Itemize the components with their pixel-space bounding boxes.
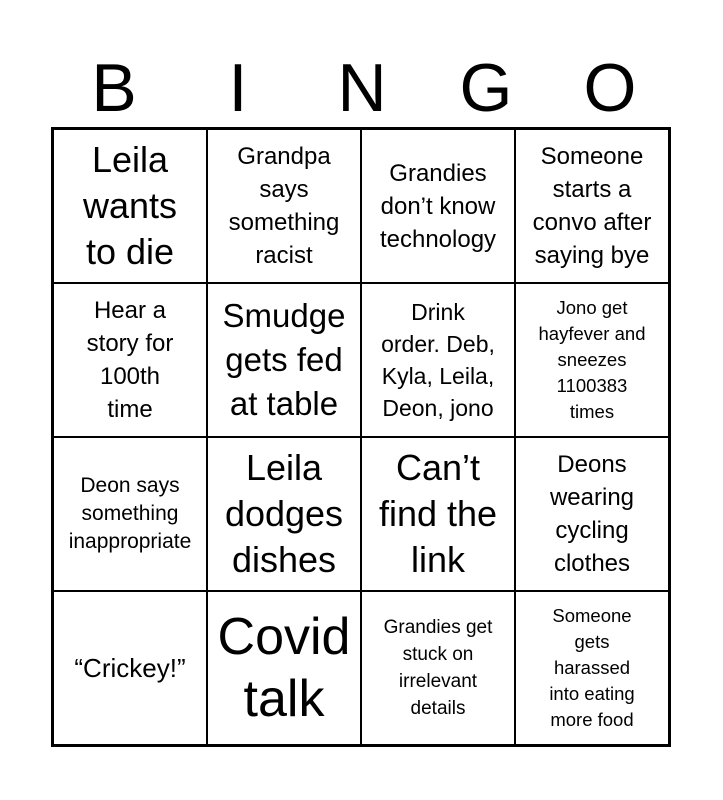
bingo-cell-text: Someone starts a convo after saying bye bbox=[532, 143, 652, 269]
bingo-grid bbox=[51, 127, 671, 747]
bingo-cell-text: Grandies get stuck on irrelevant details bbox=[383, 617, 493, 719]
bingo-cell-text: Can’t find the link bbox=[378, 447, 498, 580]
bingo-cell-5[interactable] bbox=[53, 283, 207, 437]
bingo-title bbox=[52, 50, 672, 126]
bingo-cell-text: Grandpa says something racist bbox=[228, 143, 340, 269]
bingo-cell-text: Smudge gets fed at table bbox=[222, 297, 346, 422]
title-letter-g: G bbox=[459, 50, 513, 126]
title-letter-n: N bbox=[337, 50, 387, 126]
bingo-cell-10[interactable] bbox=[207, 437, 361, 591]
bingo-cell-text: Deon says something inappropriate bbox=[68, 474, 192, 553]
bingo-cell-6[interactable] bbox=[207, 283, 361, 437]
bingo-cell-text: Leila dodges dishes bbox=[224, 447, 344, 580]
bingo-cell-text: Someone gets harassed into eating more food bbox=[549, 605, 635, 730]
bingo-cell-text: Hear a story for 100th time bbox=[86, 297, 174, 423]
bingo-cell-text: Leila wants to die bbox=[82, 139, 178, 272]
bingo-cell-text: “Crickey!” bbox=[74, 653, 186, 683]
title-letter-o: O bbox=[583, 50, 637, 126]
bingo-cell-text: Deons wearing cycling clothes bbox=[549, 451, 635, 577]
bingo-cell-2[interactable] bbox=[207, 129, 361, 283]
title-letter-i: I bbox=[228, 50, 248, 126]
title-letter-b: B bbox=[91, 50, 137, 126]
bingo-cell-text: Jono get hayfever and sneezes 1100383 times bbox=[538, 297, 646, 422]
bingo-cell-8[interactable] bbox=[515, 283, 669, 437]
bingo-cell-9[interactable] bbox=[53, 437, 207, 591]
bingo-cell-text: Covid talk bbox=[217, 608, 351, 728]
bingo-cell-13[interactable] bbox=[53, 591, 207, 745]
bingo-cell-1[interactable] bbox=[53, 129, 207, 283]
bingo-cell-3[interactable] bbox=[361, 129, 515, 283]
bingo-cell-4[interactable] bbox=[515, 129, 669, 283]
bingo-cell-text: Drink order. Deb, Kyla, Leila, Deon, jono bbox=[381, 299, 495, 421]
bingo-cell-12[interactable] bbox=[515, 437, 669, 591]
bingo-cell-text: Grandies don’t know technology bbox=[379, 159, 497, 253]
bingo-cell-7[interactable] bbox=[361, 283, 515, 437]
bingo-cell-11[interactable] bbox=[361, 437, 515, 591]
bingo-cell-15[interactable] bbox=[361, 591, 515, 745]
bingo-cell-14[interactable] bbox=[207, 591, 361, 745]
bingo-cell-16[interactable] bbox=[515, 591, 669, 745]
